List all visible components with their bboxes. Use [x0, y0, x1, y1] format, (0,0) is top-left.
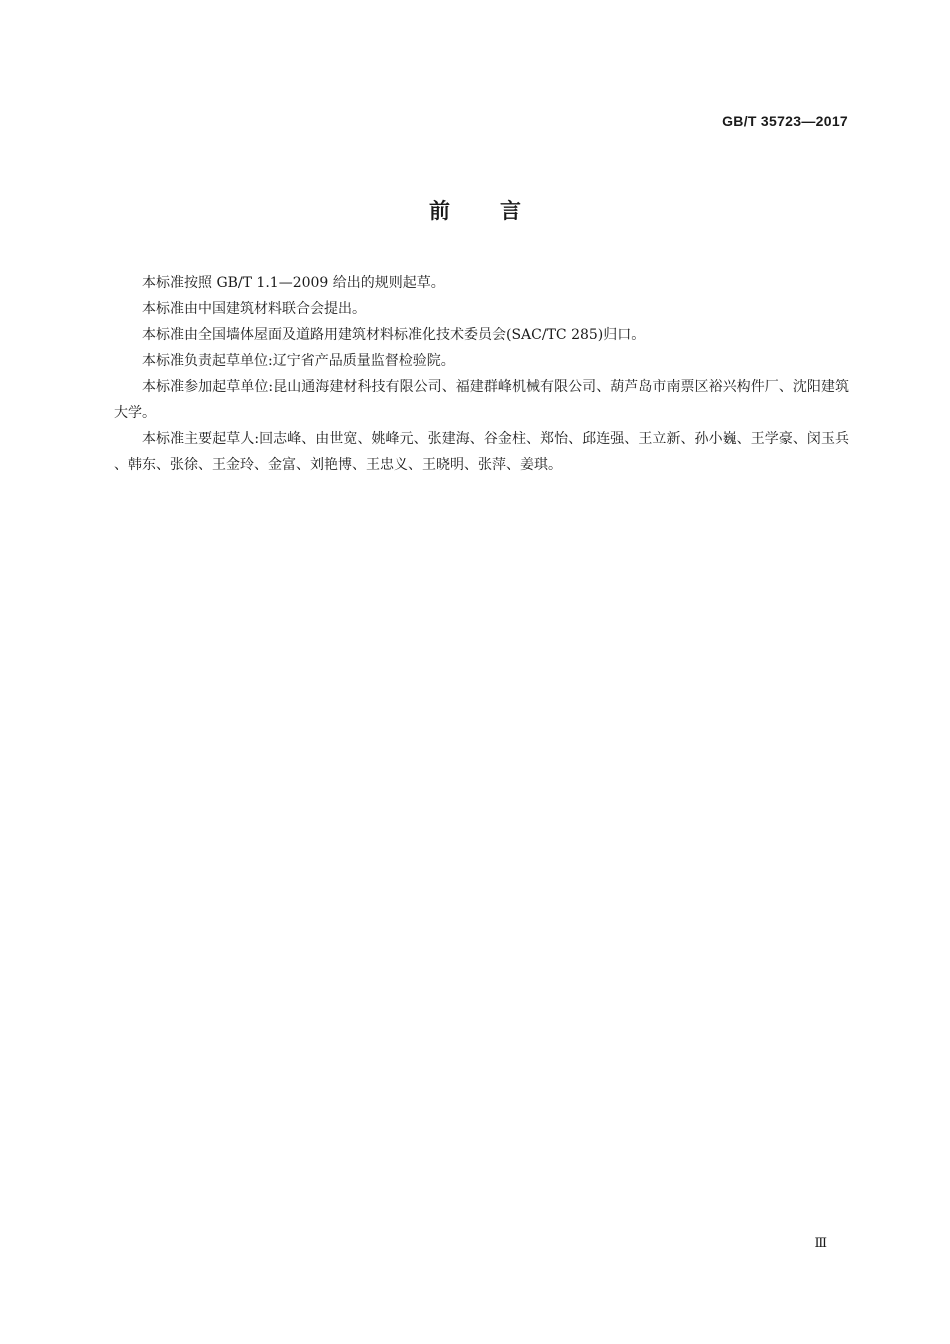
paragraph-responsible-unit: 本标准负责起草单位:辽宁省产品质量监督检验院。: [142, 353, 455, 369]
page-title: 前言: [429, 199, 571, 223]
standard-code: GB/T 35723—2017: [722, 113, 848, 129]
preface-body: [114, 270, 849, 478]
paragraph-proposer: 本标准由中国建筑材料联合会提出。: [142, 301, 366, 317]
paragraph-technical-committee: 本标准由全国墙体屋面及道路用建筑材料标准化技术委员会(SAC/TC 285)归口。: [142, 327, 646, 343]
paragraph-main-drafters: 本标准主要起草人:回志峰、由世宽、姚峰元、张建海、谷金柱、郑怡、邱连强、王立新、孙小巍、王学豪、闵玉兵、韩东、张徐、王金玲、金富、刘艳博、王忠义、王晓明、张萍、姜琪。: [114, 431, 849, 473]
page-number: Ⅲ: [814, 1236, 827, 1251]
paragraph-drafting-rules: 本标准按照 GB/T 1.1—2009 给出的规则起草。: [142, 275, 445, 291]
paragraph-participating-units: 本标准参加起草单位:昆山通海建材科技有限公司、福建群峰机械有限公司、葫芦岛市南票区裕兴构件厂、沈阳建筑大学。: [114, 379, 849, 421]
